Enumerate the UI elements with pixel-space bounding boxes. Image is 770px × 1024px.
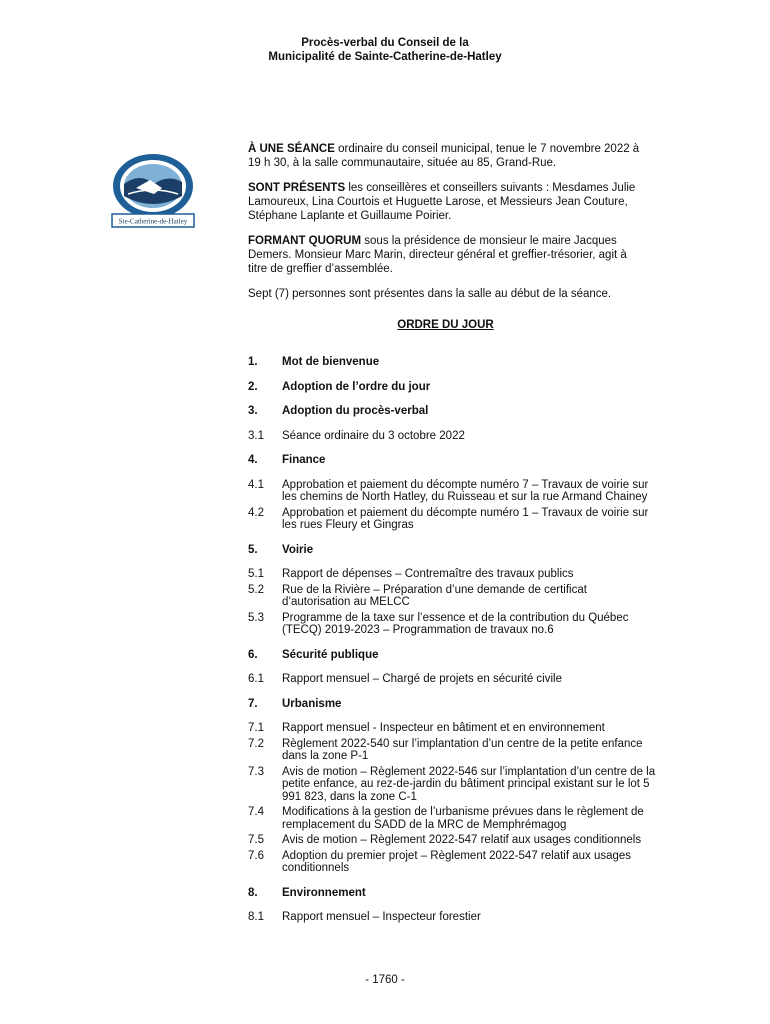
agenda-item-number: 8.1 (248, 911, 264, 923)
title-line-2: Municipalité de Sainte-Catherine-de-Hatley (268, 51, 502, 63)
logo-text: Ste-Catherine-de-Hatley (118, 217, 188, 226)
agenda-item-number: 4. (248, 454, 258, 466)
agenda-item (248, 698, 658, 711)
agenda-item-number: 7.6 (248, 849, 264, 862)
agenda-title: ORDRE DU JOUR (397, 319, 494, 331)
agenda-item-text: Avis de motion – Règlement 2022-547 relatif aux usages conditionnels (282, 834, 642, 846)
agenda-item-number: 4.1 (248, 478, 264, 491)
agenda-item-number: 6. (248, 648, 258, 661)
agenda-item-text: Règlement 2022-540 sur l’implantation d’un centre de la petite enfance dans la zone P-1 (282, 737, 643, 762)
agenda-item-number: 6.1 (248, 673, 264, 685)
meeting-intro (248, 142, 643, 312)
agenda-item (248, 405, 658, 418)
agenda-item-number: 8. (248, 886, 258, 899)
agenda-item-text: Adoption de l’ordre du jour (282, 380, 431, 393)
agenda-item-number: 4.2 (248, 506, 264, 519)
municipality-logo (110, 150, 196, 230)
agenda-item-number: 3.1 (248, 429, 264, 442)
agenda-item (248, 381, 658, 394)
agenda-item-number: 7.2 (248, 737, 264, 750)
attendance-paragraph: Sept (7) personnes sont présentes dans la salle au début de la séance. (248, 288, 612, 300)
agenda-item (248, 766, 658, 804)
agenda-item (248, 649, 658, 662)
agenda-item-text: Rue de la Rivière – Préparation d’une demande de certificat d’autorisation au MELCC (282, 583, 587, 608)
agenda-list (248, 356, 658, 924)
agenda-item-text: Voirie (282, 543, 314, 556)
agenda-item (248, 584, 658, 609)
agenda-item-number: 3. (248, 405, 258, 417)
agenda-item-number: 2. (248, 380, 258, 393)
agenda-item-text: Modifications à la gestion de l’urbanisme prévues dans le règlement de remplacement du SADD de la MRC de Memphrémagog (282, 806, 644, 831)
agenda-item-number: 7.3 (248, 765, 264, 778)
agenda-item-text: Environnement (282, 886, 366, 899)
agenda-item (248, 806, 658, 831)
agenda-item (248, 430, 658, 443)
intro-bold-3: FORMANT QUORUM (248, 235, 362, 247)
agenda-item-text: Rapport de dépenses – Contremaître des travaux publics (282, 568, 574, 580)
agenda-item-number: 7.5 (248, 834, 264, 846)
agenda-item-text: Sécurité publique (282, 648, 379, 661)
page-number: - 1760 - (365, 974, 405, 986)
agenda-item-number: 5. (248, 543, 258, 556)
agenda-item-text: Urbanisme (282, 697, 342, 710)
intro-text-2: les conseillères et conseillers suivants : Mesdames Julie Lamoureux, Lina Courtois et Huguette Larose, et Messieurs Jean Couture, Stéphane Laplante et Guillaume Poirier. (248, 182, 636, 222)
present-paragraph (248, 181, 643, 223)
agenda-item (248, 454, 658, 467)
agenda-item (248, 887, 658, 900)
agenda-item-text: Avis de motion – Règlement 2022-546 sur l’implantation d’un centre de la petite enfance, au rez-de-jardin du bâtiment principal existant sur le lot 5 991 823, dans la zone C-1 (282, 765, 656, 803)
agenda-item-number: 5.1 (248, 568, 264, 580)
agenda-item-number: 7.4 (248, 806, 264, 818)
agenda-item-number: 5.2 (248, 583, 264, 596)
agenda-item-text: Programme de la taxe sur l’essence et de la contribution du Québec (TECQ) 2019-2023 – Programmation de travaux no.6 (282, 611, 629, 636)
agenda-item-text: Adoption du premier projet – Règlement 2022-547 relatif aux usages conditionnels (282, 849, 632, 874)
intro-bold-1: À UNE SÉANCE (248, 143, 335, 155)
agenda-item (248, 568, 658, 581)
agenda-item (248, 834, 658, 847)
agenda-item (248, 673, 658, 686)
agenda-item-number: 5.3 (248, 611, 264, 624)
agenda-item-number: 1. (248, 356, 258, 368)
agenda-item (248, 479, 658, 504)
agenda-item-text: Mot de bienvenue (282, 356, 380, 368)
title-line-1: Procès-verbal du Conseil de la (301, 37, 469, 49)
agenda-item (248, 850, 658, 875)
quorum-paragraph (248, 234, 643, 276)
intro-bold-2: SONT PRÉSENTS (248, 182, 346, 194)
intro-text-1: ordinaire du conseil municipal, tenue le 7 novembre 2022 à 19 h 30, à la salle communautaire, située au 85, Grand-Rue. (248, 143, 640, 169)
agenda-item (248, 722, 658, 735)
agenda-item (248, 356, 658, 369)
agenda-item-number: 7. (248, 697, 258, 710)
agenda-item-text: Séance ordinaire du 3 octobre 2022 (282, 429, 465, 442)
agenda-item-number: 7.1 (248, 722, 264, 734)
agenda-item-text: Rapport mensuel – Chargé de projets en sécurité civile (282, 673, 562, 685)
agenda-item (248, 544, 658, 557)
agenda-item (248, 612, 658, 637)
intro-text-3: sous la présidence de monsieur le maire Jacques Demers. Monsieur Marc Marin, directeur général et greffier-trésorier, agit à titre de greffier d’assemblée. (248, 235, 627, 275)
agenda-item-text: Adoption du procès-verbal (282, 405, 429, 417)
agenda-item (248, 911, 658, 924)
document-title (0, 36, 770, 64)
agenda-item-text: Rapport mensuel - Inspecteur en bâtiment et en environnement (282, 722, 605, 734)
agenda-item (248, 738, 658, 763)
agenda-item (248, 507, 658, 532)
intro-paragraph (248, 142, 643, 170)
agenda-item-text: Approbation et paiement du décompte numéro 7 – Travaux de voirie sur les chemins de North Hatley, du Ruisseau et sur la rue Armand Chainey (282, 478, 649, 503)
agenda-item-text: Rapport mensuel – Inspecteur forestier (282, 911, 481, 923)
agenda-item-text: Finance (282, 454, 326, 466)
agenda-item-text: Approbation et paiement du décompte numéro 1 – Travaux de voirie sur les rues Fleury et Gingras (282, 506, 649, 531)
